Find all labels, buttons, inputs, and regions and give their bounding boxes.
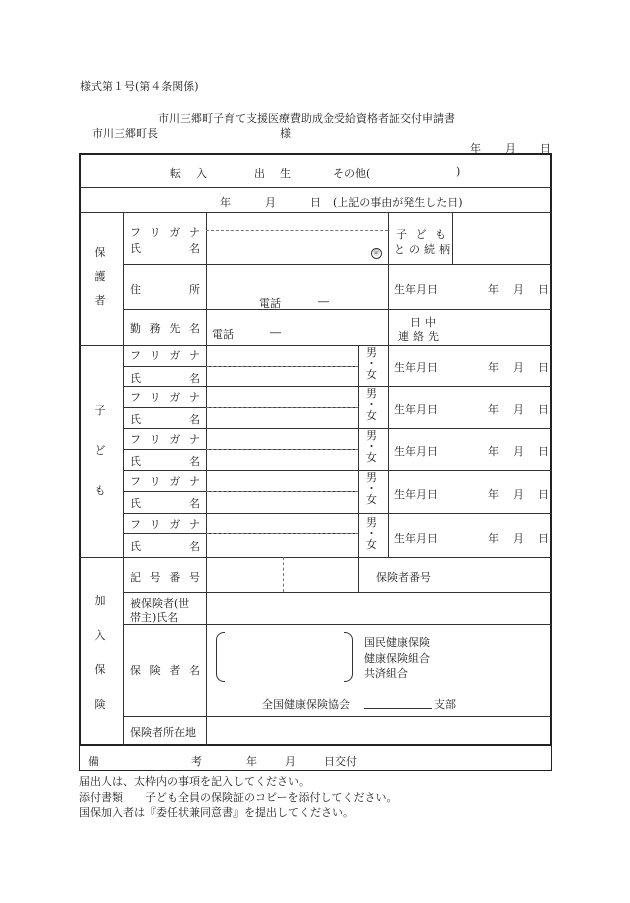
- child-birthdate-field[interactable]: 年 月 日: [488, 403, 549, 416]
- child-furigana-label: フ リ ガ ナ: [130, 518, 200, 531]
- child-furigana-label: フ リ ガ ナ: [130, 475, 200, 488]
- insured-label-2: 帯主)氏名: [130, 611, 179, 624]
- seal-mark: ㊞: [371, 248, 382, 259]
- insurance-type-mutual-aid[interactable]: 共済組合: [364, 667, 408, 680]
- event-date-note: (上記の事由が発生した日): [333, 196, 463, 209]
- branch-label: 支部: [434, 698, 456, 711]
- child-name-field[interactable]: [207, 534, 357, 556]
- child-furigana-field[interactable]: [207, 346, 357, 365]
- child-name-label: 氏 名: [130, 372, 200, 385]
- relation-field[interactable]: [453, 213, 551, 263]
- honorific: 様: [280, 127, 291, 140]
- child-gender-select[interactable]: 男 ・ 女: [366, 516, 377, 551]
- child-gender-select[interactable]: 男 ・ 女: [366, 471, 377, 506]
- insured-label-1: 被保険者(世: [130, 597, 190, 610]
- child-birthdate-field[interactable]: 年 月 日: [488, 445, 549, 458]
- child-birthdate-label: 生年月日: [394, 445, 438, 458]
- association-label[interactable]: 全国健康保険協会: [262, 698, 350, 711]
- remarks-label: 備 考: [88, 755, 202, 768]
- child-name-label: 氏 名: [130, 540, 200, 553]
- insurer-number-field[interactable]: [452, 558, 551, 591]
- children-section-label: 子 ど も: [94, 404, 106, 497]
- child-furigana-field[interactable]: [207, 471, 357, 490]
- address-phone-label: 電話: [259, 297, 281, 310]
- footer-note-3: 国保加入者は『委任状兼同意書』を提出してください。: [79, 806, 354, 819]
- number-field[interactable]: [284, 558, 357, 591]
- insurer-name-label: 保 険 者 名: [130, 664, 200, 677]
- date-year: 年: [470, 142, 481, 155]
- symbol-number-label: 記 号 番 号: [130, 571, 200, 584]
- child-name-label: 氏 名: [130, 497, 200, 510]
- child-name-label: 氏 名: [130, 413, 200, 426]
- event-year: 年: [220, 196, 231, 209]
- child-furigana-label: フ リ ガ ナ: [130, 433, 200, 446]
- workplace-field[interactable]: [207, 310, 387, 344]
- guardian-birthdate-label: 生年月日: [394, 283, 438, 296]
- date-month: 月: [505, 142, 516, 155]
- form-number: 様式第１号(第４条関係): [80, 80, 199, 93]
- workplace-phone-dash: ―: [270, 326, 281, 339]
- child-birthdate-label: 生年月日: [394, 361, 438, 374]
- insurer-address-field[interactable]: [207, 717, 551, 744]
- workplace-phone-label: 電話: [212, 328, 234, 341]
- child-name-field[interactable]: [207, 450, 357, 469]
- daytime-label-1: 日中: [410, 316, 440, 329]
- child-name-field[interactable]: [207, 492, 357, 512]
- event-day: 日: [310, 196, 321, 209]
- child-birthdate-label: 生年月日: [394, 403, 438, 416]
- guardian-furigana-field[interactable]: [207, 213, 387, 230]
- address-field[interactable]: [207, 265, 387, 308]
- child-birthdate-field[interactable]: 年 月 日: [488, 532, 549, 545]
- addressee: 市川三郷町長: [92, 127, 158, 140]
- child-birthdate-field[interactable]: 年 月 日: [488, 488, 549, 501]
- daytime-label-2: 連絡先: [398, 330, 443, 343]
- event-month: 月: [265, 196, 276, 209]
- insurer-number-label: 保険者番号: [376, 571, 431, 584]
- child-birthdate-label: 生年月日: [394, 532, 438, 545]
- address-phone-dash: ―: [318, 295, 329, 308]
- insurance-section-label: 加 入 保 険: [94, 594, 106, 711]
- insurance-type-health-union[interactable]: 健康保険組合: [364, 652, 430, 665]
- option-other[interactable]: その他(: [333, 167, 371, 180]
- bracket-right: [344, 632, 353, 682]
- insurer-address-label: 保険者所在地: [130, 726, 196, 739]
- footer-note-2: 添付書類 子ども全員の保険証のコピーを添付してください。: [79, 791, 398, 804]
- child-gender-select[interactable]: 男 ・ 女: [366, 346, 377, 381]
- child-gender-select[interactable]: 男 ・ 女: [366, 429, 377, 464]
- option-other-close: ): [456, 165, 461, 178]
- child-furigana-field[interactable]: [207, 387, 357, 406]
- guardian-name-label: 氏 名: [130, 242, 200, 255]
- daytime-contact-field[interactable]: [453, 310, 551, 344]
- relation-label-2: との続柄: [394, 243, 454, 256]
- child-birthdate-field[interactable]: 年 月 日: [488, 361, 549, 374]
- symbol-field[interactable]: [207, 558, 282, 591]
- date-day: 日: [540, 142, 551, 155]
- child-furigana-label: フ リ ガ ナ: [130, 349, 200, 362]
- branch-field[interactable]: [364, 694, 432, 708]
- address-label: 住 所: [130, 283, 200, 296]
- bracket-left: [216, 632, 225, 682]
- workplace-label: 勤 務 先 名: [130, 322, 200, 335]
- guardian-furigana-label: フ リ ガ ナ: [130, 226, 200, 239]
- option-birth[interactable]: 出 生: [254, 167, 293, 180]
- child-furigana-field[interactable]: [207, 514, 357, 532]
- remarks-issue-date[interactable]: 年 月 日交付: [246, 755, 357, 768]
- child-furigana-field[interactable]: [207, 429, 357, 448]
- insured-name-field[interactable]: [207, 593, 551, 623]
- guardian-section-label: 保 護 者: [94, 246, 106, 307]
- branch-underline: [364, 708, 432, 709]
- child-gender-select[interactable]: 男 ・ 女: [366, 387, 377, 422]
- child-birthdate-label: 生年月日: [394, 488, 438, 501]
- insurer-name-field[interactable]: [226, 632, 344, 680]
- footer-note-1: 届出人は、太枠内の事項を記入してください。: [79, 775, 310, 788]
- child-name-field[interactable]: [207, 408, 357, 427]
- insurance-type-national[interactable]: 国民健康保険: [364, 636, 430, 649]
- form-title: 市川三郷町子育て支援医療費助成金受給資格者証交付申請書: [158, 112, 455, 125]
- child-name-field[interactable]: [207, 367, 357, 385]
- guardian-name-field[interactable]: [207, 231, 387, 263]
- child-furigana-label: フ リ ガ ナ: [130, 391, 200, 404]
- guardian-birthdate-field[interactable]: 年 月 日: [488, 283, 549, 296]
- option-moving-in[interactable]: 転 入: [170, 167, 209, 180]
- event-date[interactable]: [220, 194, 321, 210]
- child-name-label: 氏 名: [130, 455, 200, 468]
- relation-label-1: 子 ど も: [396, 228, 446, 241]
